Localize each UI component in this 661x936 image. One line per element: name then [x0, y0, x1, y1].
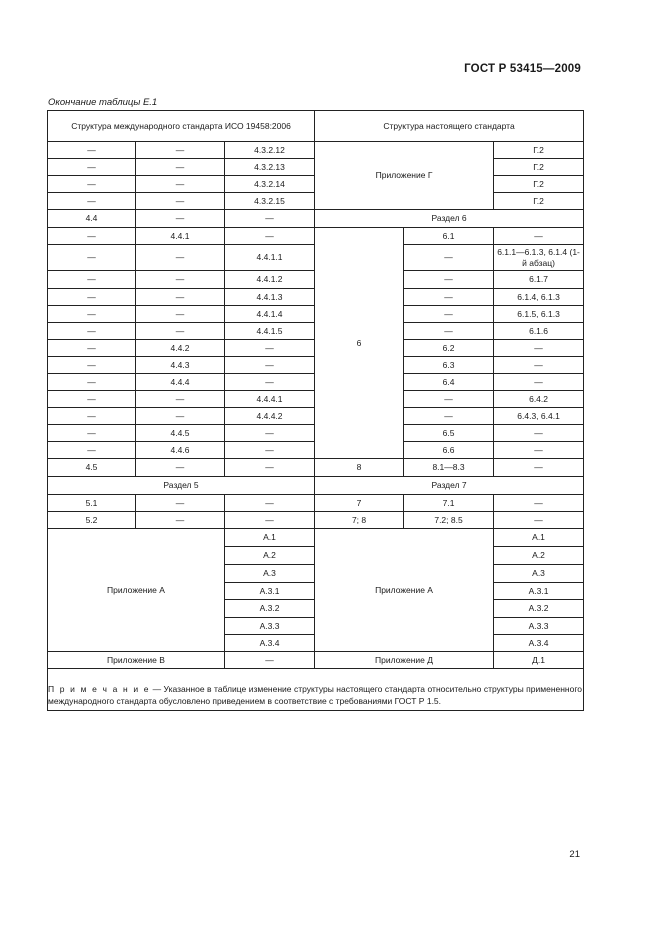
- table-cell: —: [48, 159, 136, 176]
- table-row: [48, 512, 584, 529]
- appendix-d-cell: Приложение Д: [315, 652, 494, 669]
- table-cell: А.1: [494, 529, 584, 547]
- table-cell: —: [48, 442, 136, 459]
- table-cell: А.3.4: [225, 635, 315, 652]
- table-cell: А.3.2: [494, 600, 584, 618]
- table-cell: —: [225, 442, 315, 459]
- table-cell: —: [48, 425, 136, 442]
- table-cell: —: [136, 323, 225, 340]
- table-cell: 4.4: [48, 210, 136, 228]
- table-cell: 4.3.2.14: [225, 176, 315, 193]
- table-cell: —: [404, 271, 494, 289]
- table-row: [48, 495, 584, 512]
- table-cell: —: [225, 228, 315, 245]
- table-row: [48, 142, 584, 159]
- table-cell: Г.2: [494, 193, 584, 210]
- table-cell: —: [48, 142, 136, 159]
- note-label: П р и м е ч а н и е: [48, 684, 151, 694]
- table-cell: —: [225, 512, 315, 529]
- table-cell: 6.5: [404, 425, 494, 442]
- table-cell: А.2: [494, 547, 584, 565]
- table-cell: —: [136, 289, 225, 306]
- table-cell: А.3.3: [494, 618, 584, 635]
- table-cell: 6.4.2: [494, 391, 584, 408]
- table-cell: 6.1.1—6.1.3, 6.1.4 (1-й абзац): [494, 245, 584, 271]
- table-cell: —: [225, 425, 315, 442]
- table-cell: 6.6: [404, 442, 494, 459]
- table-cell: 8.1—8.3: [404, 459, 494, 477]
- table-cell: 6.1.4, 6.1.3: [494, 289, 584, 306]
- table-cell: А.3.4: [494, 635, 584, 652]
- section-5-cell: Раздел 5: [48, 477, 315, 495]
- table-cell: 4.3.2.12: [225, 142, 315, 159]
- table-cell: 7.1: [404, 495, 494, 512]
- header-this-standard: Структура настоящего стандарта: [315, 111, 584, 142]
- section-6-cell: Раздел 6: [315, 210, 584, 228]
- table-cell: —: [48, 245, 136, 271]
- table-cell: —: [48, 357, 136, 374]
- table-cell: —: [404, 323, 494, 340]
- table-cell: 4.4.1.2: [225, 271, 315, 289]
- table-cell: 6.1: [404, 228, 494, 245]
- table-cell: —: [136, 193, 225, 210]
- table-cell: —: [48, 408, 136, 425]
- table-cell: —: [225, 357, 315, 374]
- table-cell: —: [48, 306, 136, 323]
- table-cell: —: [48, 391, 136, 408]
- table-cell: Г.2: [494, 159, 584, 176]
- table-cell: 5.2: [48, 512, 136, 529]
- table-cell: —: [48, 271, 136, 289]
- table-cell: —: [48, 340, 136, 357]
- table-cell: —: [136, 408, 225, 425]
- table-cell: —: [136, 512, 225, 529]
- table-cell: 4.4.1.3: [225, 289, 315, 306]
- table-cell: 8: [315, 459, 404, 477]
- table-cell: 6.1.6: [494, 323, 584, 340]
- table-cell: —: [136, 459, 225, 477]
- structure-table: [47, 110, 584, 711]
- table-cell: 7: [315, 495, 404, 512]
- table-cell: —: [136, 176, 225, 193]
- merged-cell-appendix-a-intl: Приложение А: [48, 529, 225, 652]
- table-cell: 4.4.5: [136, 425, 225, 442]
- table-cell: —: [225, 374, 315, 391]
- table-cell: —: [404, 245, 494, 271]
- table-cell: —: [48, 374, 136, 391]
- table-cell: —: [404, 408, 494, 425]
- table-cell: —: [225, 459, 315, 477]
- table-row: [48, 228, 584, 245]
- table-cell: 4.4.1.1: [225, 245, 315, 271]
- table-cell: А.2: [225, 547, 315, 565]
- table-cell: Г.2: [494, 142, 584, 159]
- table-cell: А.3.2: [225, 600, 315, 618]
- table-cell: —: [494, 357, 584, 374]
- table-cell: 7; 8: [315, 512, 404, 529]
- table-cell: 6.1.5, 6.1.3: [494, 306, 584, 323]
- table-cell: —: [136, 159, 225, 176]
- table-cell: 4.4.1: [136, 228, 225, 245]
- merged-cell-section-6: 6: [315, 228, 404, 459]
- table-cell: —: [225, 210, 315, 228]
- table-cell: 4.4.4.1: [225, 391, 315, 408]
- table-cell: —: [225, 495, 315, 512]
- table-cell: 6.4: [404, 374, 494, 391]
- table-cell: —: [404, 306, 494, 323]
- appendix-v-cell: Приложение В: [48, 652, 225, 669]
- table-row: [48, 210, 584, 228]
- table-cell: А.3.1: [494, 583, 584, 600]
- table-cell: Д.1: [494, 652, 584, 669]
- table-cell: —: [404, 289, 494, 306]
- table-cell: 4.4.1.5: [225, 323, 315, 340]
- merged-cell-appendix-a-this: Приложение А: [315, 529, 494, 652]
- table-cell: 6.4.3, 6.4.1: [494, 408, 584, 425]
- table-cell: 7.2; 8.5: [404, 512, 494, 529]
- table-cell: —: [136, 245, 225, 271]
- table-header-row: [48, 111, 584, 142]
- table-cell: А.1: [225, 529, 315, 547]
- table-caption: Окончание таблицы Е.1: [48, 97, 158, 108]
- table-cell: —: [136, 142, 225, 159]
- table-cell: —: [494, 228, 584, 245]
- table-cell: —: [136, 391, 225, 408]
- table-cell: А.3.1: [225, 583, 315, 600]
- table-cell: —: [136, 271, 225, 289]
- table-cell: 4.4.4.2: [225, 408, 315, 425]
- table-cell: —: [225, 340, 315, 357]
- table-cell: —: [48, 193, 136, 210]
- table-cell: 4.3.2.15: [225, 193, 315, 210]
- merged-cell-appendix-g: Приложение Г: [315, 142, 494, 210]
- table-cell: —: [494, 512, 584, 529]
- table-cell: —: [136, 495, 225, 512]
- section-7-cell: Раздел 7: [315, 477, 584, 495]
- table-cell: —: [136, 306, 225, 323]
- table-row: [48, 652, 584, 669]
- table-cell: —: [494, 340, 584, 357]
- table-cell: —: [48, 176, 136, 193]
- table-cell: —: [494, 425, 584, 442]
- table-cell: 6.2: [404, 340, 494, 357]
- table-cell: 5.1: [48, 495, 136, 512]
- table-cell: 4.4.3: [136, 357, 225, 374]
- table-cell: —: [48, 289, 136, 306]
- table-cell: 4.4.4: [136, 374, 225, 391]
- table-cell: —: [494, 459, 584, 477]
- header-intl-standard: Структура международного стандарта ИСО 19458:2006: [48, 111, 315, 142]
- table-cell: Г.2: [494, 176, 584, 193]
- note-text: — Указанное в таблице изменение структуры настоящего стандарта относительно структуры примененного международного стандарта обусловлено приведением в соответствие с требованиями ГОСТ Р 1.5.: [48, 684, 582, 706]
- table-cell: 4.4.6: [136, 442, 225, 459]
- table-cell: 4.4.1.4: [225, 306, 315, 323]
- section-row: [48, 477, 584, 495]
- table-cell: —: [136, 210, 225, 228]
- document-code: ГОСТ Р 53415—2009: [464, 63, 581, 75]
- table-cell: —: [404, 391, 494, 408]
- table-cell: —: [494, 442, 584, 459]
- table-note: [48, 683, 582, 707]
- table-row: [48, 459, 584, 477]
- page-number: 21: [569, 849, 580, 860]
- table-cell: —: [225, 652, 315, 669]
- table-cell: 6.3: [404, 357, 494, 374]
- table-cell: 4.3.2.13: [225, 159, 315, 176]
- table-cell: 4.5: [48, 459, 136, 477]
- table-cell: А.3: [494, 565, 584, 583]
- table-cell: —: [494, 374, 584, 391]
- table-cell: А.3: [225, 565, 315, 583]
- table-cell: А.3.3: [225, 618, 315, 635]
- table-cell: 6.1.7: [494, 271, 584, 289]
- table-cell: —: [48, 228, 136, 245]
- table-cell: 4.4.2: [136, 340, 225, 357]
- table-row: [48, 529, 584, 547]
- table-cell: —: [48, 323, 136, 340]
- table-cell: —: [494, 495, 584, 512]
